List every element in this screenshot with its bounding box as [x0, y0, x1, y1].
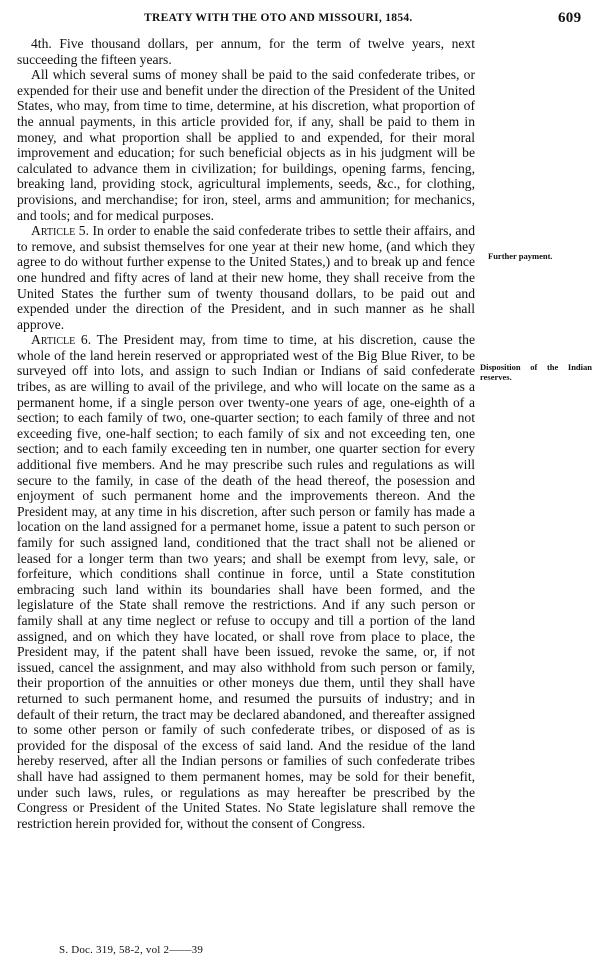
- sidenote-disposition: Disposition of the Indian reserves.: [480, 362, 592, 382]
- article-6-text: The President may, from time to time, at his discretion, cause the whole of the land herein reserved or appropriated west of the Big Blue River, to be surveyed off into lots, and assign to such Indian or Indians of said confederate tribes, as are willing to avail of the privilege, and who will locate on the same as a permanent home, if a single person over twenty-one years of age, one-eighth of a section; to each family of two, one-quarter section; to each family of three and not exceeding five, one-half section; to each family of six and not exceeding ten, one section; and to each family exceeding ten in number, one quarter section for every additional five members. And he may prescribe such rules and regulations as will secure to the family, in case of the death of the head thereof, the posession and enjoyment of such permanent home and the improvements thereon. And the President may, at any time in his discretion, after such person or family has made a location on the land assigned for a permanet home, issue a patent to such person or family for such assigned land, conditioned that the tract shall not be aliened or leased for a longer term than two years; and shall be exempt from levy, sale, or forfeiture, which conditions shall continue in force, until a State constitution embracing such land within its boundaries shall have been formed, and the legislature of the State shall remove the restrictions. And if any such person or family shall at any time neglect or refuse to occupy and till a portion of the land assigned, and on which they have located, or shall rove from place to place, the President may, if the patent shall have been issued, revoke the same, or, if not issued, cancel the assignment, and may also withhold from such person or family, their proportion of the annuities or other moneys due them, until they shall have returned to such permanent home, and resumed the pursuits of industry; and in default of their return, the tract may be declared abandoned, and thereafter assigned to some other person or family of such confederate tribes, or disposed of as is provided for the disposal of the excess of said land. And the residue of the land hereby reserved, after all the Indian persons or families of such confederate tribes shall have had assigned to them permanent homes, may be sold for their benefit, under such laws, rules, or regulations as may hereafter be prescribed by the Congress or President of the United States. No State legislature shall remove the restriction herein provided for, without the consent of Congress.: [17, 332, 476, 831]
- running-head-title: TREATY WITH THE OTO AND MISSOURI, 1854.: [144, 12, 413, 24]
- article-5-text: In order to enable the said confederate tribes to settle their affairs, and to remove, and subsist themselves for one year at their new home, (and which they agree to do without further expense to the United States,) and to break up and fence one hundred and fifty acres of land at their new home, they shall receive from the United States the further sum of twenty thousand dollars, to be paid out and expended under the direction of the President, and in such manner as he shall approve.: [17, 223, 475, 332]
- article-6-label: Article 6.: [31, 332, 92, 348]
- article-5-label: Article 5.: [31, 223, 89, 239]
- paragraph-payment-direction: All which several sums of money shall be paid to the said confederate tribes, or expended for their use and benefit under the direction of the President of the United States, who may, from time to time, determine, at his discretion, what proportion of the annual payments, in this article provided for, if any, shall be paid to them in money, and what proportion shall be applied to and expended, for their moral improvement and education; for such beneficial objects as in his judgment will be calculated to advance them in civilization; for buildings, opening farms, fencing, breaking land, providing stock, agricultural implements, seeds, &c., for clothing, provisions, and merchandise; for iron, steel, arms and ammunition; for mechanics, and tools; and for medical purposes.: [17, 67, 475, 223]
- body-text: [17, 36, 475, 831]
- article-6-paragraph: [17, 332, 475, 831]
- footer-signature: S. Doc. 319, 58-2, vol 2——39: [59, 944, 204, 956]
- page-number: 609: [558, 10, 582, 26]
- sidenote-further-payment: Further payment.: [488, 251, 553, 261]
- paragraph-fourth-payment: 4th. Five thousand dollars, per annum, for the term of twelve years, next succeeding the fifteen years.: [17, 36, 475, 67]
- running-head: [0, 10, 600, 30]
- article-5-paragraph: [17, 223, 475, 332]
